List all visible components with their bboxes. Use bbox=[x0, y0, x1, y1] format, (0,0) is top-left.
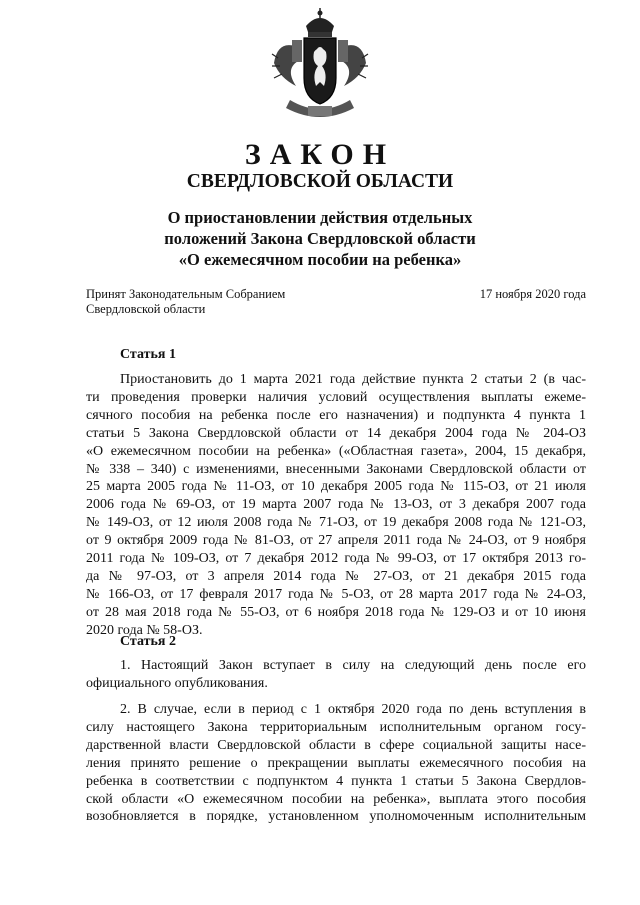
text-line: № 166-ОЗ, от 17 февраля 2017 года № 5-ОЗ, от 28 марта 2017 года № 24-ОЗ, bbox=[86, 586, 586, 602]
text-line: 2020 года № 58-ОЗ. bbox=[86, 622, 203, 638]
law-title: ЗАКОН bbox=[244, 138, 396, 171]
adopted-by-line: Принят Законодательным Собранием bbox=[86, 287, 286, 301]
adopted-by-line: Свердловской области bbox=[86, 302, 206, 316]
article-1-text bbox=[86, 371, 586, 640]
article-2-paragraph-1 bbox=[86, 657, 586, 693]
text-line: ления принято решение о прекращении выплаты ежемесячного пособия на bbox=[86, 755, 586, 771]
subject-line: положений Закона Свердловской области bbox=[164, 229, 476, 248]
text-line: дарственной власти Свердловской области в сфере социальной защиты насе- bbox=[86, 737, 586, 753]
text-line: от 9 октября 2009 года № 81-ОЗ, от 27 апреля 2011 года № 24-ОЗ, от 9 ноября bbox=[86, 533, 586, 549]
law-subject bbox=[0, 207, 640, 270]
article-2-heading: Статья 2 bbox=[120, 634, 176, 649]
text-line: ти проведения проверки наличия условий осуществления выплаты ежеме- bbox=[86, 389, 586, 405]
text-line: 25 марта 2005 года № 11-ОЗ, от 10 декабря 2005 года № 115-ОЗ, от 21 июля bbox=[86, 479, 586, 495]
text-line: № 149-ОЗ, от 12 июля 2008 года № 71-ОЗ, от 19 декабря 2008 года № 121-ОЗ, bbox=[86, 515, 586, 531]
text-line: официального опубликования. bbox=[86, 675, 268, 691]
text-line: Приостановить до 1 марта 2021 года действие пункта 2 статьи 2 (в час- bbox=[120, 372, 586, 387]
article-2-paragraph-2 bbox=[86, 701, 586, 826]
adopted-by bbox=[86, 287, 285, 317]
text-line: 2011 года № 109-ОЗ, от 7 декабря 2012 года № 99-ОЗ, от 17 октября 2013 го- bbox=[86, 551, 586, 567]
coat-of-arms-emblem bbox=[270, 8, 370, 123]
text-line: возобновляется в порядке, установленном уполномоченным исполнительным bbox=[86, 809, 586, 825]
text-line: № 338 – 340) с изменениями, внесенными Законами Свердловской области от bbox=[86, 461, 586, 477]
text-line: 1. Настоящий Закон вступает в силу на следующий день после его bbox=[120, 658, 586, 673]
text-line: от 28 мая 2018 года № 55-ОЗ, от 6 ноября 2018 года № 129-ОЗ и от 10 июня bbox=[86, 604, 586, 620]
text-line: статьи 5 Закона Свердловской области от 14 декабря 2004 года № 204-ОЗ bbox=[86, 425, 586, 441]
text-line: сячного пособия на ребенка после его назначения) и подпункта 4 пункта 1 bbox=[86, 407, 586, 423]
text-line: «О ежемесячном пособии на ребенка» («Областная газета», 2004, 15 декабря, bbox=[86, 443, 586, 459]
adoption-date: 17 ноября 2020 года bbox=[479, 287, 586, 301]
text-line: ребенка в соответствии с подпунктом 4 пункта 1 статьи 5 Закона Свердлов- bbox=[86, 773, 586, 789]
text-line: да № 97-ОЗ, от 3 апреля 2014 года № 27-ОЗ, от 21 декабря 2015 года bbox=[86, 568, 586, 584]
text-line: 2. В случае, если в период с 1 октября 2020 года по день вступления в bbox=[120, 702, 586, 717]
subject-line: «О ежемесячном пособии на ребенка» bbox=[178, 250, 462, 269]
article-1-heading: Статья 1 bbox=[120, 347, 176, 362]
text-line: силу настоящего Закона территориальным исполнительным органом госу- bbox=[86, 719, 586, 735]
region-title: СВЕРДЛОВСКОЙ ОБЛАСТИ bbox=[186, 171, 454, 192]
text-line: 2006 года № 69-ОЗ, от 19 марта 2007 года № 13-ОЗ, от 3 декабря 2007 года bbox=[86, 497, 586, 513]
subject-line: О приостановлении действия отдельных bbox=[167, 208, 473, 227]
text-line: ской области «О ежемесячном пособии на ребенка», выплата этого пособия bbox=[86, 791, 586, 807]
